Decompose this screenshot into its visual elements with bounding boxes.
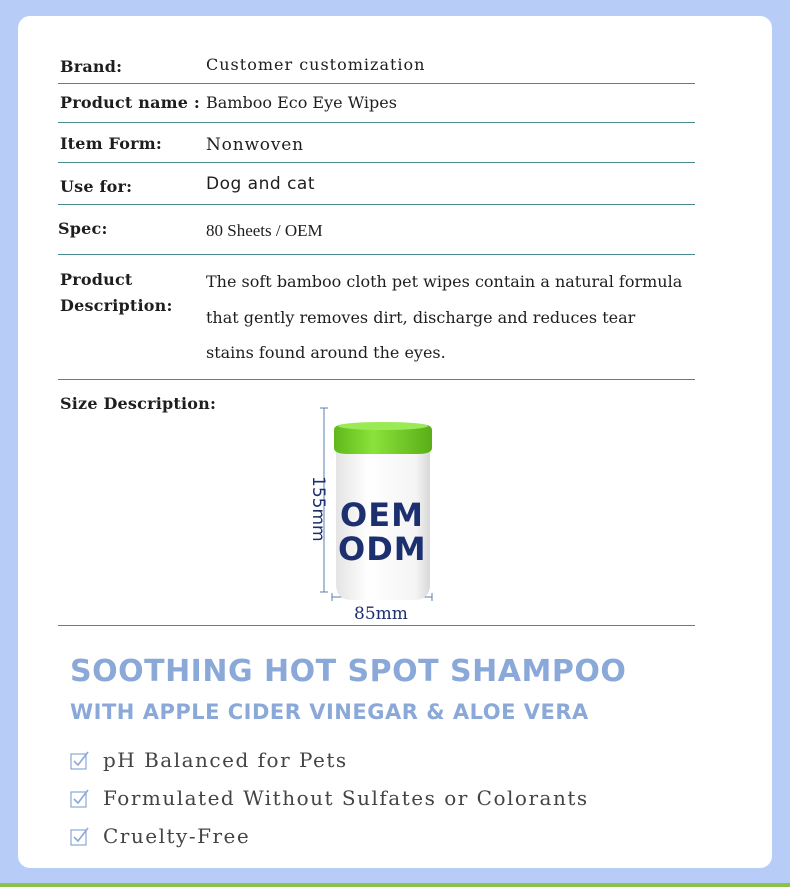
description-label-line2: Description:	[60, 296, 173, 315]
spec-label: Product name :	[60, 93, 201, 112]
spec-value: 80 Sheets / OEM	[206, 221, 323, 240]
spec-value: Dog and cat	[206, 174, 316, 194]
checkbox-check-icon	[70, 750, 90, 770]
product-text-odm: ODM	[338, 530, 427, 568]
feature-item	[70, 783, 589, 813]
spec-row-use-for	[58, 162, 695, 205]
bottom-accent-strip	[0, 883, 790, 887]
description-text: The soft bamboo cloth pet wipes contain a natural formula that gently removes dirt, discharge and reduces tear stains found around the eyes.	[206, 272, 683, 362]
feature-text: Formulated Without Sulfates or Colorants	[103, 786, 589, 810]
width-dimension-label: 85mm	[354, 604, 408, 624]
spec-card	[18, 16, 772, 868]
height-dimension-label: 155mm	[308, 476, 328, 542]
feature-text: Cruelty-Free	[103, 824, 251, 848]
size-label: Size Description:	[60, 394, 217, 413]
feature-text: pH Balanced for Pets	[103, 748, 348, 772]
spec-label: Item Form:	[60, 134, 162, 153]
spec-row-product-name	[58, 83, 695, 123]
product-image	[288, 404, 448, 629]
promo-title: SOOTHING HOT SPOT SHAMPOO	[70, 654, 627, 689]
spec-value: Nonwoven	[206, 135, 304, 155]
spec-row-item-form	[58, 122, 695, 163]
spec-row-spec	[58, 204, 695, 255]
spec-label: Brand:	[60, 57, 123, 76]
description-label-line1: Product	[60, 270, 133, 289]
spec-label: Spec:	[58, 219, 108, 238]
checkbox-check-icon	[70, 788, 90, 808]
spec-value: Bamboo Eco Eye Wipes	[206, 93, 397, 112]
feature-item	[70, 745, 348, 775]
product-text-oem: OEM	[340, 496, 424, 534]
promo-subtitle: WITH APPLE CIDER VINEGAR & ALOE VERA	[70, 700, 589, 724]
checkbox-check-icon	[70, 826, 90, 846]
spec-value: Customer customization	[206, 55, 426, 74]
spec-row-description	[58, 254, 695, 380]
spec-row-brand	[58, 46, 695, 84]
spec-label: Use for:	[60, 177, 133, 196]
feature-item	[70, 821, 250, 851]
